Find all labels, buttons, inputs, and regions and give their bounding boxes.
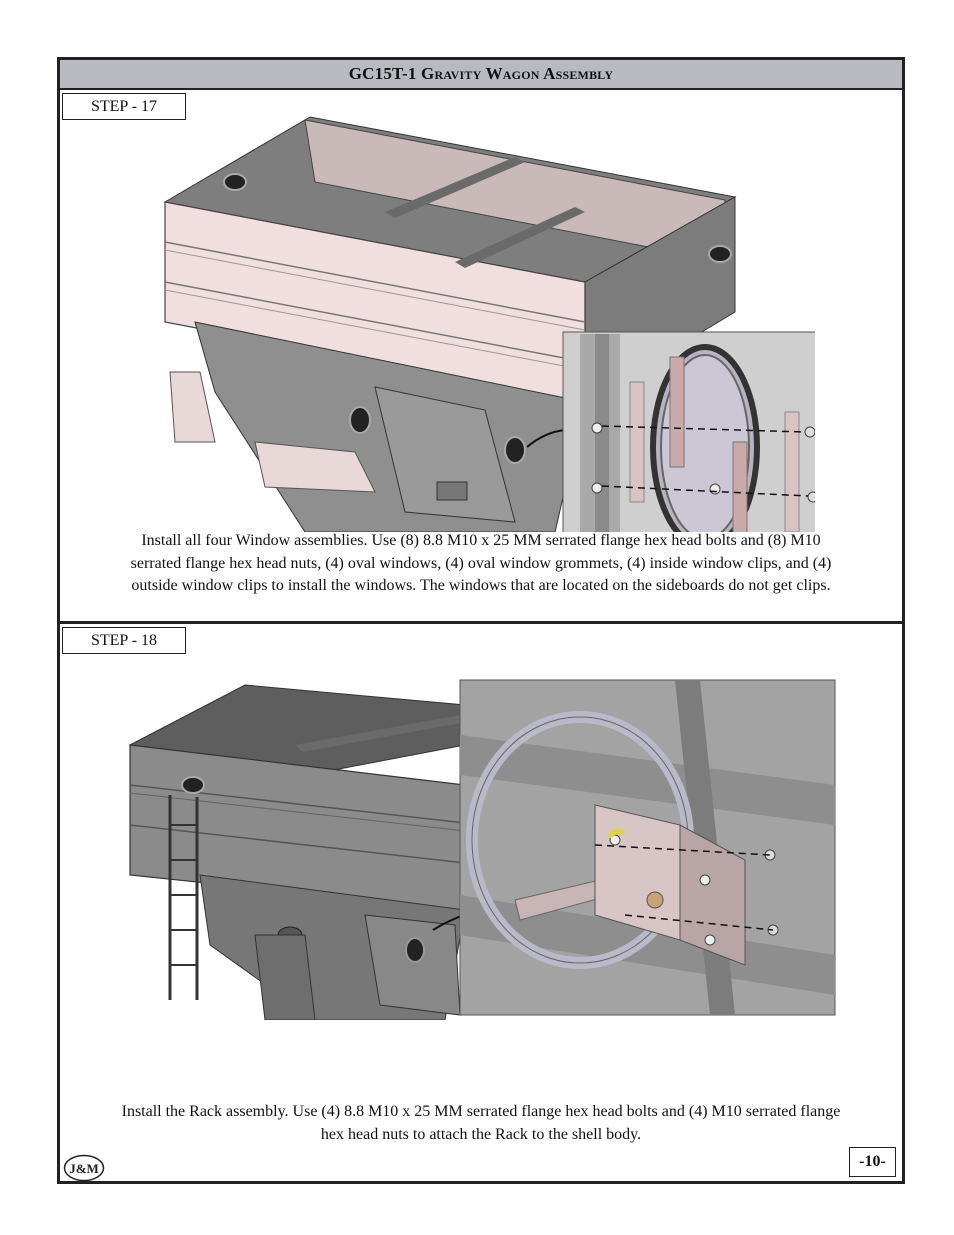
- rack-assembly-illustration: [125, 675, 840, 1020]
- svg-text:J&M: J&M: [69, 1161, 99, 1176]
- page-frame: [57, 57, 905, 1184]
- step-divider: [60, 621, 902, 624]
- page-title: GC15T-1 Gravity Wagon Assembly: [60, 60, 902, 90]
- step-17-description: Install all four Window assemblies. Use (8) 8.8 M10 x 25 MM serrated flange hex head bolts and (8) M10 serrated flange hex head nuts, (4) oval windows, (4) oval window grommets, (4) inside window clips, and (4) outside window clips to install the windows. The windows that are located on the sideboards do not get clips.: [130, 532, 832, 594]
- step-18-description: Install the Rack assembly. Use (4) 8.8 M10 x 25 MM serrated flange hex head bolts and (4) M10 serrated flange hex head nuts to attach the Rack to the shell body.: [121, 1103, 841, 1143]
- step-18-label: STEP - 18: [62, 627, 186, 654]
- jm-logo: [63, 1154, 105, 1182]
- window-assembly-illustration: [155, 112, 815, 532]
- page-number: -10-: [849, 1147, 896, 1177]
- rack-detail-inset: [460, 680, 835, 1015]
- window-detail-inset: [563, 332, 815, 532]
- step-17-label: STEP - 17: [62, 93, 186, 120]
